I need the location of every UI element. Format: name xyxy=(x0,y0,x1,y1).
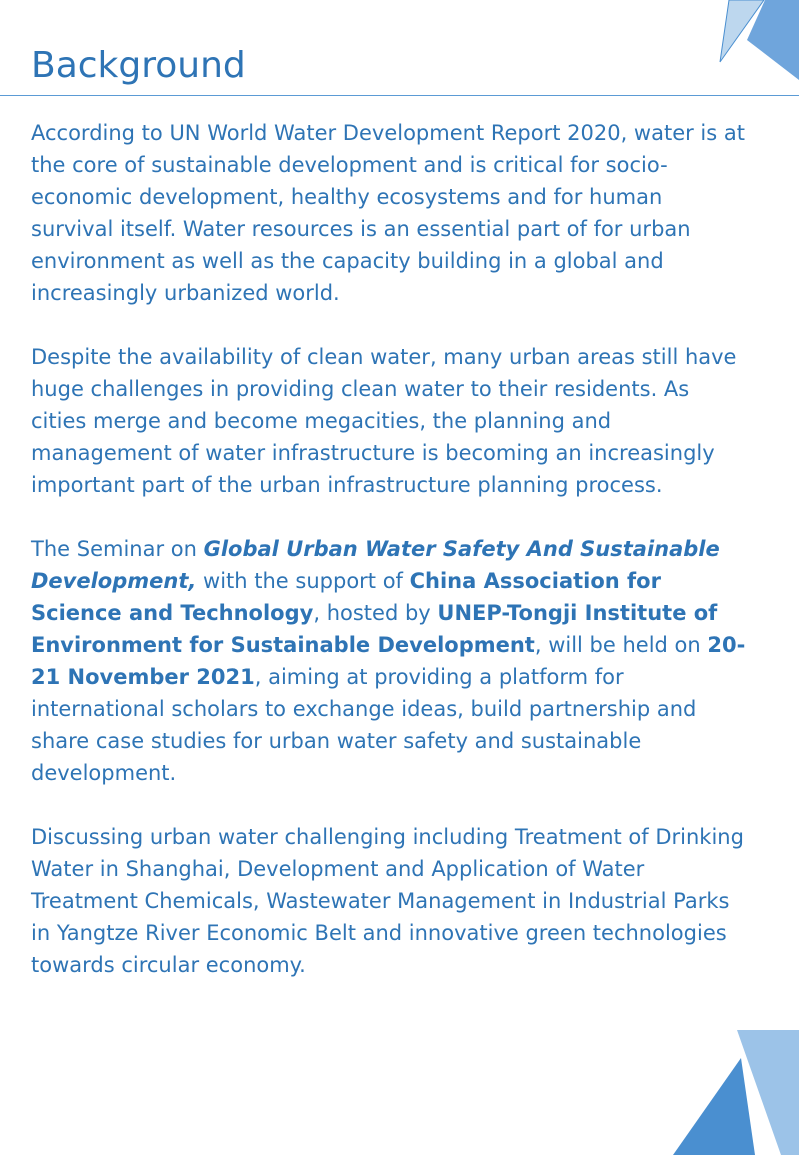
seminar-dates: 20-21 November 2021 xyxy=(31,633,746,689)
seminar-text-2: with the support of xyxy=(196,569,410,593)
body-text xyxy=(31,117,751,1013)
title-divider xyxy=(0,95,799,96)
paragraph-report: According to UN World Water Development Report 2020, water is at the core of sustainable development and is critical for socio-economic development, healthy ecosystems and for human survival itself. Water resources is an essential part of for urban environment as well as the capacity building in a global and increasingly urbanized world. xyxy=(31,121,745,305)
top-right-triangles-decoration xyxy=(707,0,799,80)
supporter-name: China Association for Science and Technology xyxy=(31,569,661,625)
page-title: Background xyxy=(31,45,246,86)
seminar-name: Global Urban Water Safety And Sustainable Development, xyxy=(31,537,720,593)
paragraph-topics: Discussing urban water challenging including Treatment of Drinking Water in Shanghai, Development and Application of Water Treatment Chemicals, Wastewater Management in Industrial Parks in Yangtze River Economic Belt and innovative green technologies towards circular economy. xyxy=(31,825,744,977)
bottom-right-triangles-decoration xyxy=(673,1030,799,1155)
paragraph-seminar xyxy=(31,533,751,789)
bottom-triangle-dark xyxy=(673,1058,755,1155)
seminar-text-3: , hosted by xyxy=(313,601,438,625)
seminar-text-4: , will be held on xyxy=(534,633,708,657)
host-name: UNEP-Tongji Institute of Environment for Sustainable Development xyxy=(31,601,718,657)
seminar-text-5: , aiming at providing a platform for international scholars to exchange ideas, build partnership and share case studies for urban water safety and sustainable development. xyxy=(31,665,697,785)
paragraph-challenges: Despite the availability of clean water, many urban areas still have huge challenges in providing clean water to their residents. As cities merge and become megacities, the planning and management of water infrastructure is becoming an increasingly important part of the urban infrastructure planning process. xyxy=(31,345,737,497)
seminar-text-1: The Seminar on xyxy=(31,537,204,561)
